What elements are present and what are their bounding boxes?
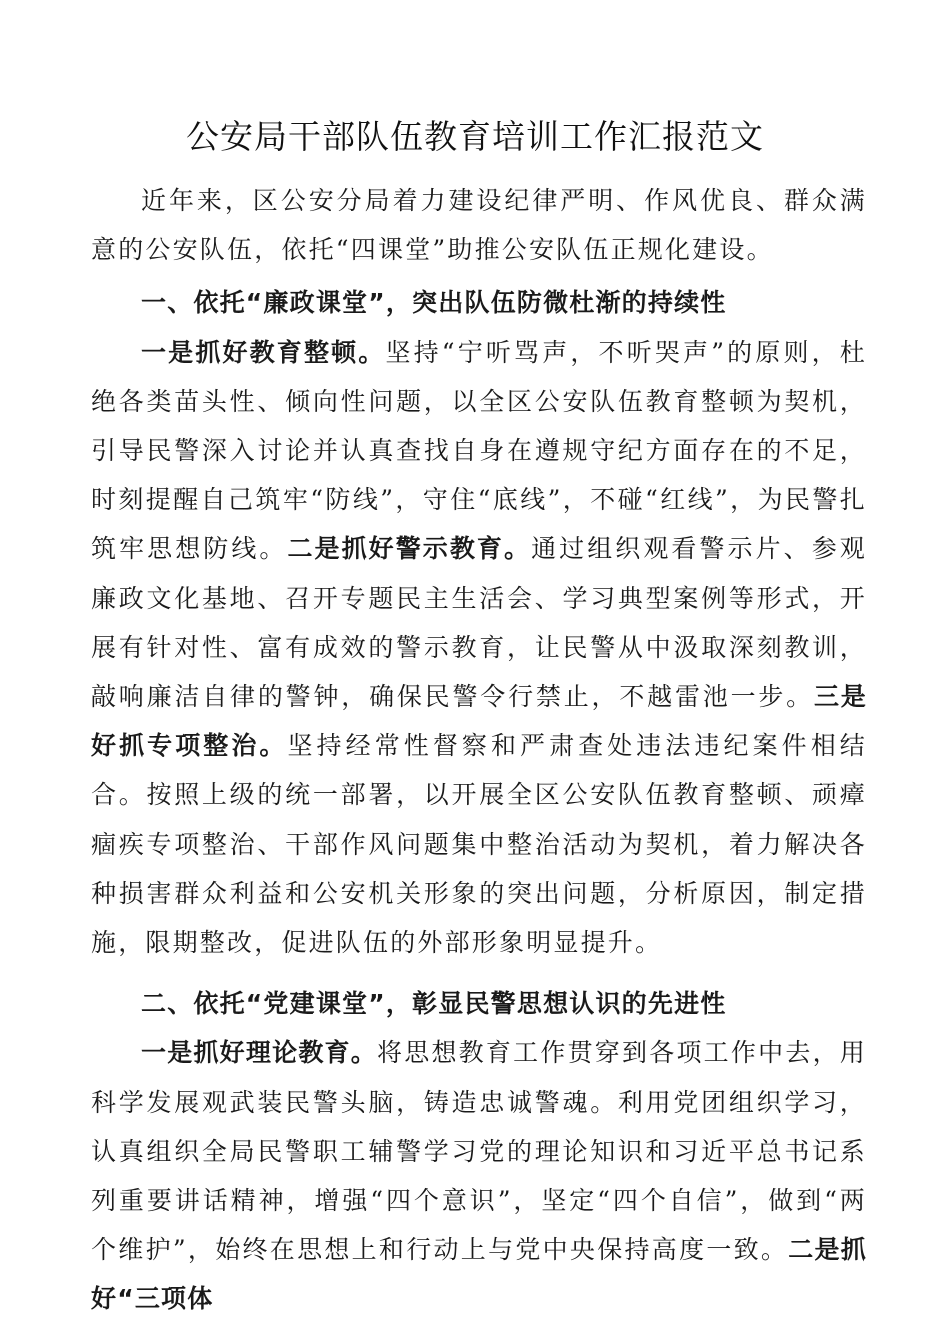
document-body: [91, 176, 867, 1324]
text-theory-education: 将思想教育工作贯穿到各项工作中去，用科学发展观武装民警头脑，铸造忠诚警魂。利用党团组织学习，认真组织全局民警职工辅警学习党的理论知识和习近平总书记系列重要讲话精神，增强“四个意识”，坚定“四个自信”，做到“两个维护”，始终在思想上和行动上与党中央保持高度一致。: [91, 1038, 867, 1265]
section-2-heading: 二、依托“党建课堂”，彰显民警思想认识的先进性: [141, 989, 727, 1019]
section-2-paragraph: [91, 1028, 867, 1323]
intro-paragraph: 近年来，区公安分局着力建设纪律严明、作风优良、群众满意的公安队伍，依托“四课堂”助推公安队伍正规化建设。: [91, 186, 867, 265]
lead-warning-education: 二是抓好警示教育。: [287, 534, 532, 564]
section-1-paragraph: [91, 328, 867, 968]
lead-theory-education: 一是抓好理论教育。: [141, 1038, 378, 1068]
text-special-rectification: 坚持经常性督察和严肃查处违法违纪案件相结合。按照上级的统一部署，以开展全区公安队伍教育整顿、顽瘴痼疾专项整治、干部作风问题集中整治活动为契机，着力解决各种损害群众利益和公安机关形象的突出问题，分析原因，制定措施，限期整改，促进队伍的外部形象明显提升。: [91, 731, 867, 958]
document-title: 公安局干部队伍教育培训工作汇报范文: [186, 117, 764, 156]
text-education-rectification: 坚持“宁听骂声，不听哭声”的原则，杜绝各类苗头性、倾向性问题，以全区公安队伍教育整顿为契机，引导民警深入讨论并认真查找自身在遵规守纪方面存在的不足，时刻提醒自己筑牢“防线”，守住“底线”，不碰“红线”，为民警扎筑牢思想防线。: [91, 337, 867, 564]
section-1-heading: 一、依托“廉政课堂”，突出队伍防微杜渐的持续性: [141, 288, 727, 318]
lead-three-systems: 二是抓好“三项体: [91, 1235, 867, 1314]
lead-education-rectification: 一是抓好教育整顿。: [141, 337, 386, 367]
text-warning-education: 通过组织观看警示片、参观廉政文化基地、召开专题民主生活会、学习典型案例等形式，开展有针对性、富有成效的警示教育，让民警从中汲取深刻教训，敲响廉洁自律的警钟，确保民警令行禁止，不越雷池一步。: [91, 534, 867, 712]
lead-special-rectification: 三是好抓专项整治。: [91, 682, 868, 761]
